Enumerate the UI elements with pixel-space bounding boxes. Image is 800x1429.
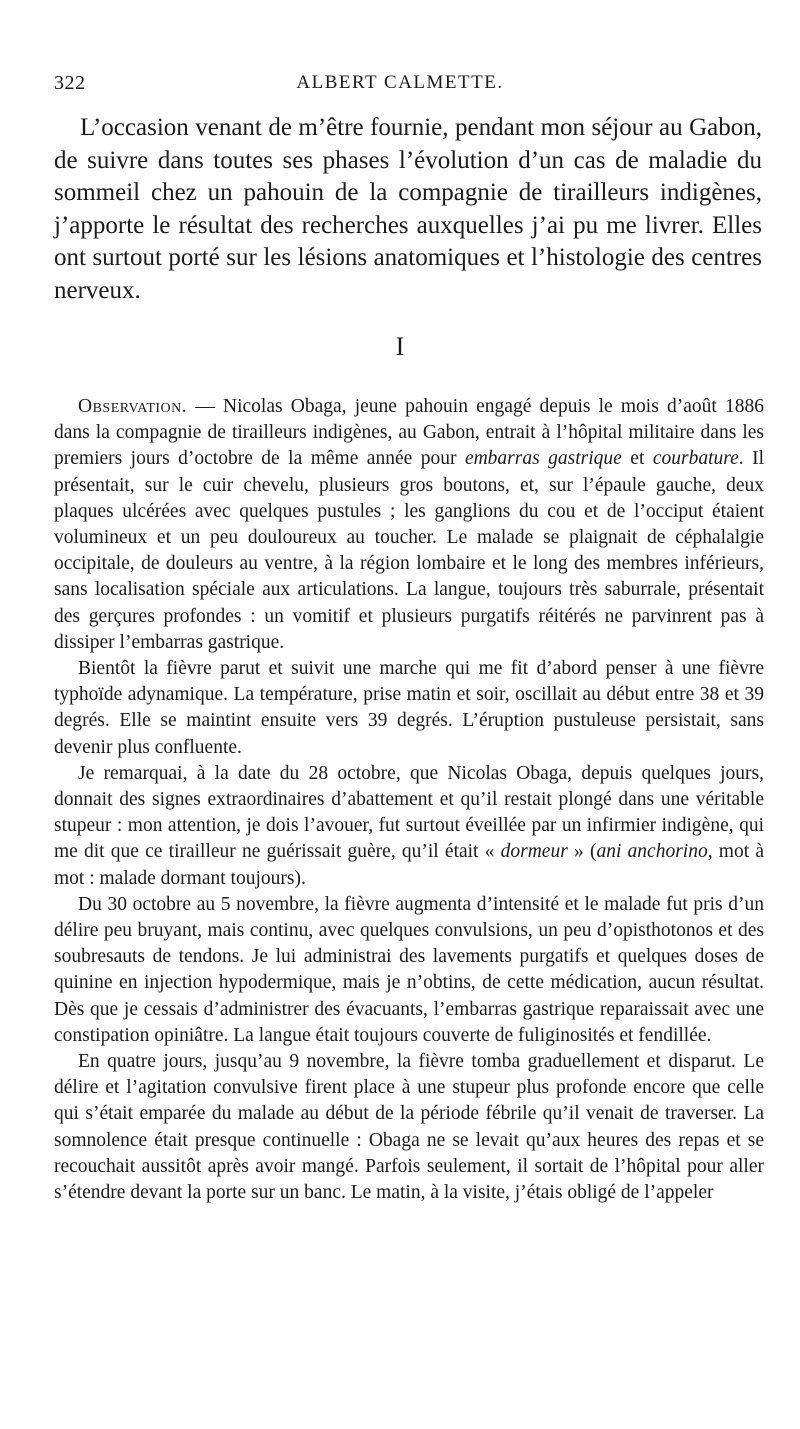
page-header [54, 72, 746, 102]
observation-body [54, 394, 764, 1206]
page-number: 322 [54, 72, 86, 94]
observation-paragraph [54, 394, 764, 656]
text-run: . Il présentait, sur le cuir chevelu, plusieurs gros boutons, et, sur l’épaule gauche, deux plaques ulcérées avec quelques pustules ; les ganglions du cou et de l’occiput étaient volumineux et un peu douloureux au toucher. Le malade se plaignait de céphalalgie occipitale, de douleurs au ventre, à la région lombaire et le long des membres inférieurs, sans localisation spéciale aux articulations. La langue, toujours très saburrale, présentait des gerçures profondes : un vomitif et plusieurs purgatifs réitérés ne parvinrent pas à dissiper l’embarras gastrique. [54, 448, 765, 653]
italic-term: dormeur [500, 841, 568, 863]
running-head: ALBERT CALMETTE. [296, 72, 504, 93]
paragraph-fever: Bientôt la fièvre parut et suivit une marche qui me fit d’abord penser à une fièvre typhoïde adynamique. La température, prise matin et soir, oscillait au début entre 38 et 39 degrés. Elle se maintint ensuite vers 39 degrés. L’éruption pustuleuse persistait, sans devenir plus confluente. [54, 658, 764, 758]
paragraph-somnolence: En quatre jours, jusqu’au 9 novembre, la fièvre tomba graduellement et disparut. Le délire et l’agitation convulsive firent place à une stupeur plus profonde encore que celle qui s’était emparée du malade au début de la période fébrile qu’il venait de traverser. La somnolence était presque continuelle : Obaga ne se levait qu’aux heures des repas et se recouchait aussitôt après avoir mangé. Parfois seulement, il sortait de l’hôpital pour aller s’étendre devant la porte sur un banc. Le matin, à la visite, j’étais obligé de l’appeler [54, 1051, 764, 1204]
paragraph-delirium: Du 30 octobre au 5 novembre, la fièvre augmenta d’intensité et le malade fut pris d’un délire peu bruyant, mais continu, avec quelques convulsions, un peu d’opisthotonos et des soubresauts de tendons. Je lui administrai des lavements purgatifs et quelques doses de quinine en injection hypodermique, mais je n’obtins, de cette médication, aucun résultat. Dès que je cessais d’administrer des évacuants, l’embarras gastrique reparaissait avec une constipation opiniâtre. La langue était toujours couverte de fuliginosités et fendillée. [54, 893, 764, 1046]
intro-paragraph [54, 112, 762, 307]
italic-term: embarras gastrique [464, 448, 622, 470]
intro-text: L’occasion venant de m’être fournie, pendant mon séjour au Gabon, de suivre dans toutes ses phases l’évolution d’un cas de maladie du sommeil chez un pahouin de la compagnie de tirailleurs indigènes, j’apporte le résultat des recherches auxquelles j’ai pu me livrer. Elles ont surtout porté sur les lésions anatomiques et l’histologie des centres nerveux. [54, 114, 762, 304]
paragraph-stupor [54, 761, 764, 892]
text-run: » ( [567, 841, 597, 863]
observation-label: Observation. [78, 396, 188, 417]
italic-term: courbature [652, 448, 739, 470]
text-run: — Nicolas Obaga, jeune pahouin engagé depuis le mois d’août 1886 dans la compagnie de tirailleurs indigènes, au Gabon, entrait à l’hôpital militaire dans les premiers jours d’octobre de la même année pour [54, 396, 764, 470]
section-numeral: I [395, 332, 405, 361]
italic-term: ani anchorino [596, 841, 708, 863]
text-run: , mot à mot : malade dormant toujours). [54, 841, 764, 889]
text-run: Je remarquai, à la date du 28 octobre, que Nicolas Obaga, depuis quelques jours, donnait des signes extraordinaires d’abattement et qu’il restait plongé dans une véritable stupeur : mon attention, je dois l’avouer, fut surtout éveillée par un infirmier indigène, qui me dit que ce tirailleur ne guérissait guère, qu’il était « [54, 762, 764, 863]
text-run: et [621, 448, 653, 470]
